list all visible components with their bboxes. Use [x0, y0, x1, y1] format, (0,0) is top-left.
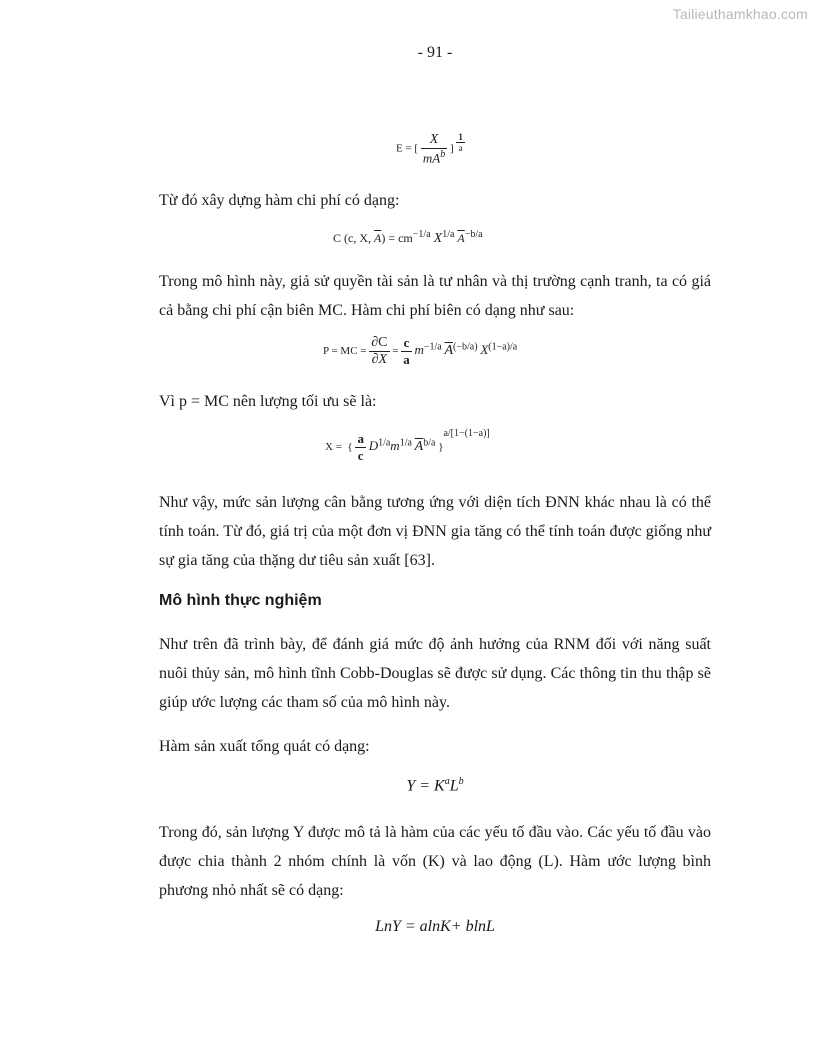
paragraph-cost-intro: Từ đó xây dựng hàm chi phí có dạng:	[159, 192, 400, 209]
equation-x: X = { $\frac{a}{c}$ $D^{1/a}m^{1/a}$ $\overline{A}^{b/a}$ }$^{a/[1-(1-a)]}$	[325, 428, 490, 463]
paragraph-mc-intro: Trong mô hình này, giả sử quyền tài sản là tư nhân và thị trường cạnh tranh, ta có giá cả bằng chi phí cận biên MC. Hàm chi phí biên có dạng như sau:	[159, 273, 711, 319]
paragraph-optimal-intro: Vì p = MC nên lượng tối ưu sẽ là:	[159, 393, 377, 410]
equation-e: E = [ $\frac{X}{mA^b}$ ] $\frac{1}{a}$	[396, 132, 463, 166]
equation-mc: P = MC = $\frac{\partial C}{\partial X}$ = $\frac{c}{a}$ $m^{-1/a}$ $\overline{A}^{(-b/a)}$ $X^{(1-a)/a}$	[323, 335, 518, 367]
equation-cost: C (c, X, $\overline{A}) = cm^{-1/a}$ $X^{1/a}$ $\overline{A}^{-b/a}$	[333, 229, 483, 246]
watermark: Tailieuthamkhao.com	[672, 6, 808, 22]
formula-log-linear: LnY = alnK+ blnL	[375, 918, 495, 935]
paragraph-production-intro: Hàm sản xuất tổng quát có dạng:	[159, 738, 370, 755]
paragraph-model-intro: Như trên đã trình bày, để đánh giá mức độ ảnh hưởng của RNM đối với năng suất nuôi thủy sản, mô hình tĩnh Cobb-Douglas sẽ được sử dụng. Các thông tin thu thập sẽ giúp ước lượng các tham số của mô hình này.	[159, 636, 711, 711]
page-number: - 91 -	[417, 44, 453, 61]
formula-cobb-douglas: $Y = K^aL^b$	[406, 776, 464, 795]
paragraph-conclusion: Như vậy, mức sản lượng cân bằng tương ứng với diện tích ĐNN khác nhau là có thể tính toán. Từ đó, giá trị của một đơn vị ĐNN gia tăng có thể tính toán được giống như sự gia tăng của thặng dư tiêu sản xuất [63].	[159, 494, 711, 569]
section-heading: Mô hình thực nghiệm	[159, 592, 322, 609]
paragraph-estimation-intro: Trong đó, sản lượng Y được mô tả là hàm của các yếu tố đầu vào. Các yếu tố đầu vào được chia thành 2 nhóm chính là vốn (K) và lao động (L). Hàm ước lượng bình phương nhỏ nhất sẽ có dạng:	[159, 824, 711, 899]
